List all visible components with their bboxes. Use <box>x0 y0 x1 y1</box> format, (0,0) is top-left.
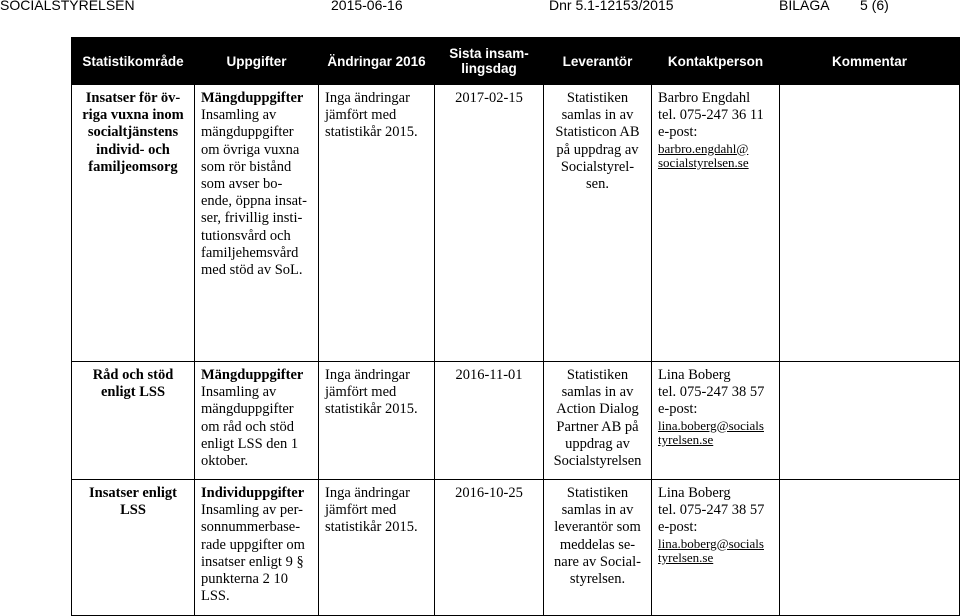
area-cell: Råd och stöd enligt LSS <box>72 362 195 480</box>
data-description: Insamling av mängduppgifter om råd och stöd enligt LSS den 1 oktober. <box>201 384 299 470</box>
document-date: 2015-06-16 <box>331 0 403 13</box>
table-header-row <box>72 38 960 85</box>
contact-email-link[interactable]: barbro.engdahl@ socialstyrelsen.se <box>658 140 749 170</box>
data-description: Insamling av per- sonnummerbase- rade uppgifter om insatser enligt 9 § punkterna 2 10 LSS. <box>201 502 305 605</box>
comment-cell <box>780 480 960 616</box>
contact-email-label: e-post: <box>658 401 698 418</box>
col-header-supplier: Leverantör <box>544 38 652 85</box>
contact-email-label: e-post: <box>658 519 698 536</box>
contact-cell <box>652 362 780 480</box>
changes-cell: Inga ändringar jämfört med statistikår 2015. <box>319 85 435 362</box>
statistics-table <box>71 37 960 616</box>
contact-email-link[interactable]: lina.boberg@socials tyrelsen.se <box>658 535 764 565</box>
table-row <box>72 85 960 362</box>
contact-phone: tel. 075-247 36 11 <box>658 107 764 124</box>
appendix-label: BILAGA <box>779 0 830 13</box>
area-cell: Insatser för öv- riga vuxna inom socialtjänstens individ- och familjeomsorg <box>72 85 195 362</box>
table-row <box>72 480 960 616</box>
supplier-cell: Statistiken samlas in av Action Dialog Partner AB på uppdrag av Socialstyrelsen <box>544 362 652 480</box>
data-title: Mängduppgifter <box>201 90 304 106</box>
supplier-cell: Statistiken samlas in av leverantör som meddelas se- nare av Social- styrelsen. <box>544 480 652 616</box>
contact-name: Barbro Engdahl <box>658 90 751 106</box>
data-cell <box>195 480 319 616</box>
data-title: Individuppgifter <box>201 485 305 501</box>
contact-email-label: e-post: <box>658 124 698 141</box>
page-number: 5 (6) <box>860 0 889 13</box>
contact-email-link[interactable]: lina.boberg@socials tyrelsen.se <box>658 417 764 447</box>
col-header-area: Statistikområde <box>72 38 195 85</box>
page-header <box>0 0 960 17</box>
diary-number: Dnr 5.1-12153/2015 <box>549 0 674 13</box>
supplier-cell: Statistiken samlas in av Statisticon AB på uppdrag av Socialstyrel- sen. <box>544 85 652 362</box>
last-date-cell: 2016-11-01 <box>435 362 544 480</box>
area-cell: Insatser enligt LSS <box>72 480 195 616</box>
last-date-cell: 2017-02-15 <box>435 85 544 362</box>
contact-cell <box>652 85 780 362</box>
col-header-comment: Kommentar <box>780 38 960 85</box>
table-row <box>72 362 960 480</box>
contact-cell <box>652 480 780 616</box>
contact-name: Lina Boberg <box>658 367 731 383</box>
changes-cell: Inga ändringar jämfört med statistikår 2015. <box>319 362 435 480</box>
contact-phone: tel. 075-247 38 57 <box>658 502 765 519</box>
col-header-changes: Ändringar 2016 <box>319 38 435 85</box>
data-cell <box>195 85 319 362</box>
data-cell <box>195 362 319 480</box>
data-title: Mängduppgifter <box>201 367 304 383</box>
last-date-cell: 2016-10-25 <box>435 480 544 616</box>
col-header-contact: Kontaktperson <box>652 38 780 85</box>
comment-cell <box>780 362 960 480</box>
col-header-last-date: Sista insam- lingsdag <box>435 38 544 85</box>
changes-cell: Inga ändringar jämfört med statistikår 2015. <box>319 480 435 616</box>
contact-phone: tel. 075-247 38 57 <box>658 384 765 401</box>
col-header-data: Uppgifter <box>195 38 319 85</box>
contact-name: Lina Boberg <box>658 485 731 501</box>
org-name: SOCIALSTYRELSEN <box>0 0 135 13</box>
comment-cell <box>780 85 960 362</box>
data-description: Insamling av mängduppgifter om övriga vuxna som rör bistånd som avser bo- ende, öppna insat- ser, frivillig insti- tutionsvård och familjehemsvård med stöd av SoL. <box>201 107 307 279</box>
